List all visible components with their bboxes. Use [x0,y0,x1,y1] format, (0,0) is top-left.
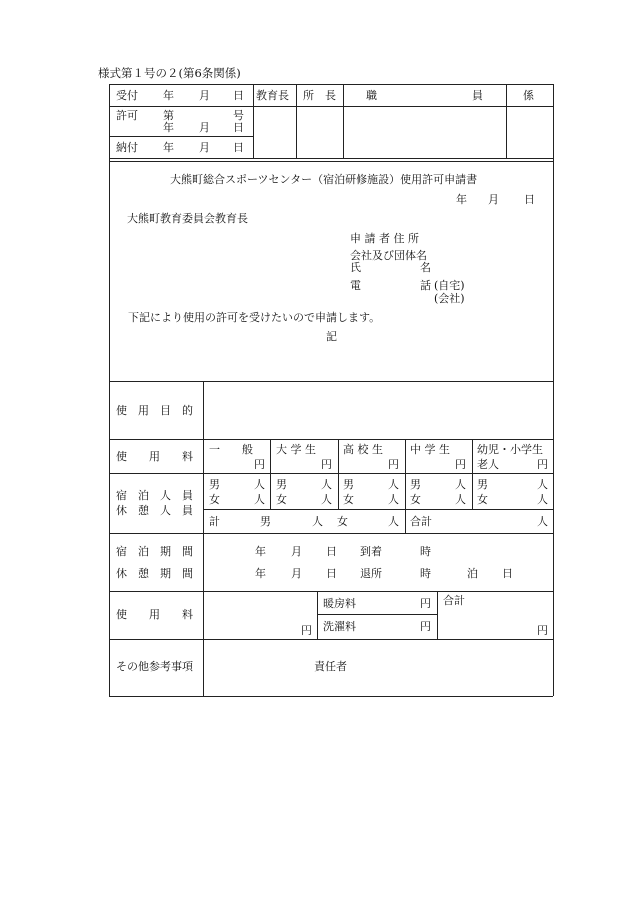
people-male: 男 [276,478,287,491]
people-male: 男 [343,478,354,491]
permit-month: 月 [199,121,210,134]
purpose-label: 使 用 目 的 [116,404,193,417]
people-male-unit: 人 [388,478,399,491]
form-number: 様式第１号の２(第6条関係) [98,66,241,80]
name-label-2: 名 [420,261,431,274]
people-female-unit: 人 [254,493,265,506]
people-male: 男 [477,478,488,491]
total-male-unit: 人 [312,515,323,528]
permit-label: 許可 [116,109,138,122]
addressee: 大熊町教育委員会教育長 [127,212,248,225]
receipt-year: 年 [163,89,174,102]
receipt-day: 日 [233,89,244,102]
company-name-label: 会社及び団体名 [350,249,427,262]
rest-people-label: 休 憩 人 員 [116,504,193,517]
total-female: 女 [337,515,348,528]
fee-child-yen: 円 [537,458,548,471]
director-label: 所 長 [303,89,336,102]
stay-day: 日 [326,545,337,558]
permit-day: 日 [233,121,244,134]
people-male: 男 [410,478,421,491]
rest-period-label: 休 憩 期 間 [116,567,193,580]
people-female: 女 [343,493,354,506]
fee-label: 使 用 料 [116,450,193,463]
total-female-unit: 人 [388,515,399,528]
rest-month: 月 [291,567,302,580]
staff-label: 職 [366,89,377,102]
other-notes-label: その他参考事項 [116,660,193,673]
people-female-unit: 人 [455,493,466,506]
fee-university: 大 学 生 [276,443,316,456]
fee-highschool: 高 校 生 [343,443,383,456]
permit-number-prefix: 第 [163,109,174,122]
request-text: 下記により使用の許可を受けたいので申請します。 [128,311,381,324]
grand-total-label: 合計 [410,515,432,528]
name-label: 氏 [350,261,361,274]
payment-year: 年 [163,141,174,154]
stay-people-label: 宿 泊 人 員 [116,489,193,502]
clerk-label: 係 [523,89,534,102]
leave-label: 退所 [360,567,382,580]
people-male-unit: 人 [537,478,548,491]
fee-general: 一 般 [209,443,253,456]
nights-label: 泊 [467,567,478,580]
stay-period-label: 宿 泊 期 間 [116,545,193,558]
ki-label: 記 [326,330,337,343]
receipt-label: 受付 [116,89,138,102]
arrival-hour: 時 [420,545,431,558]
leave-hour: 時 [420,567,431,580]
fee-elderly: 老人 [477,458,499,471]
applicant-address-label: 申 請 者 住 所 [350,232,419,245]
fee-general-yen: 円 [254,458,265,471]
people-female: 女 [477,493,488,506]
application-month: 月 [488,193,499,206]
laundry-fee-yen: 円 [420,620,431,633]
rest-year: 年 [255,567,266,580]
people-female: 女 [209,493,220,506]
people-male: 男 [209,478,220,491]
stay-month: 月 [291,545,302,558]
people-female: 女 [410,493,421,506]
people-male-unit: 人 [254,478,265,491]
payment-month: 月 [199,141,210,154]
heating-fee-label: 暖房料 [323,597,356,610]
total-label: 計 [209,515,220,528]
payment-day: 日 [233,141,244,154]
days-label: 日 [502,567,513,580]
laundry-fee-label: 洗濯料 [323,620,356,633]
total-male: 男 [260,515,271,528]
application-year: 年 [456,193,467,206]
heating-fee-yen: 円 [420,597,431,610]
people-male-unit: 人 [455,478,466,491]
fee2-base-yen: 円 [301,624,312,637]
fee-total-label: 合計 [443,594,465,607]
fee-child: 幼児・小学生 [477,443,543,456]
fee2-label: 使 用 料 [116,608,193,621]
staff-label-2: 員 [472,89,483,102]
receipt-month: 月 [199,89,210,102]
people-female-unit: 人 [388,493,399,506]
arrival-label: 到着 [360,545,382,558]
phone-label: 電 [350,279,361,292]
people-male-unit: 人 [321,478,332,491]
payment-label: 納付 [116,141,138,154]
responsible-label: 責任者 [314,660,347,673]
superintendent-label: 教育長 [256,89,289,102]
fee-middleschool: 中 学 生 [410,443,450,456]
phone-label-2: 話 [420,279,431,292]
people-female: 女 [276,493,287,506]
people-female-unit: 人 [537,493,548,506]
application-day: 日 [524,193,535,206]
grand-total-unit: 人 [537,515,548,528]
fee-university-yen: 円 [321,458,332,471]
phone-home: (自宅) [434,279,465,292]
rest-day: 日 [326,567,337,580]
permit-year: 年 [163,121,174,134]
fee-middleschool-yen: 円 [455,458,466,471]
fee-highschool-yen: 円 [388,458,399,471]
fee-total-yen: 円 [537,624,548,637]
phone-office: (会社) [434,292,465,305]
page-title: 大熊町総合スポーツセンター（宿泊研修施設）使用許可申請書 [170,173,478,186]
stay-year: 年 [255,545,266,558]
permit-number-suffix: 号 [233,109,244,122]
people-female-unit: 人 [321,493,332,506]
